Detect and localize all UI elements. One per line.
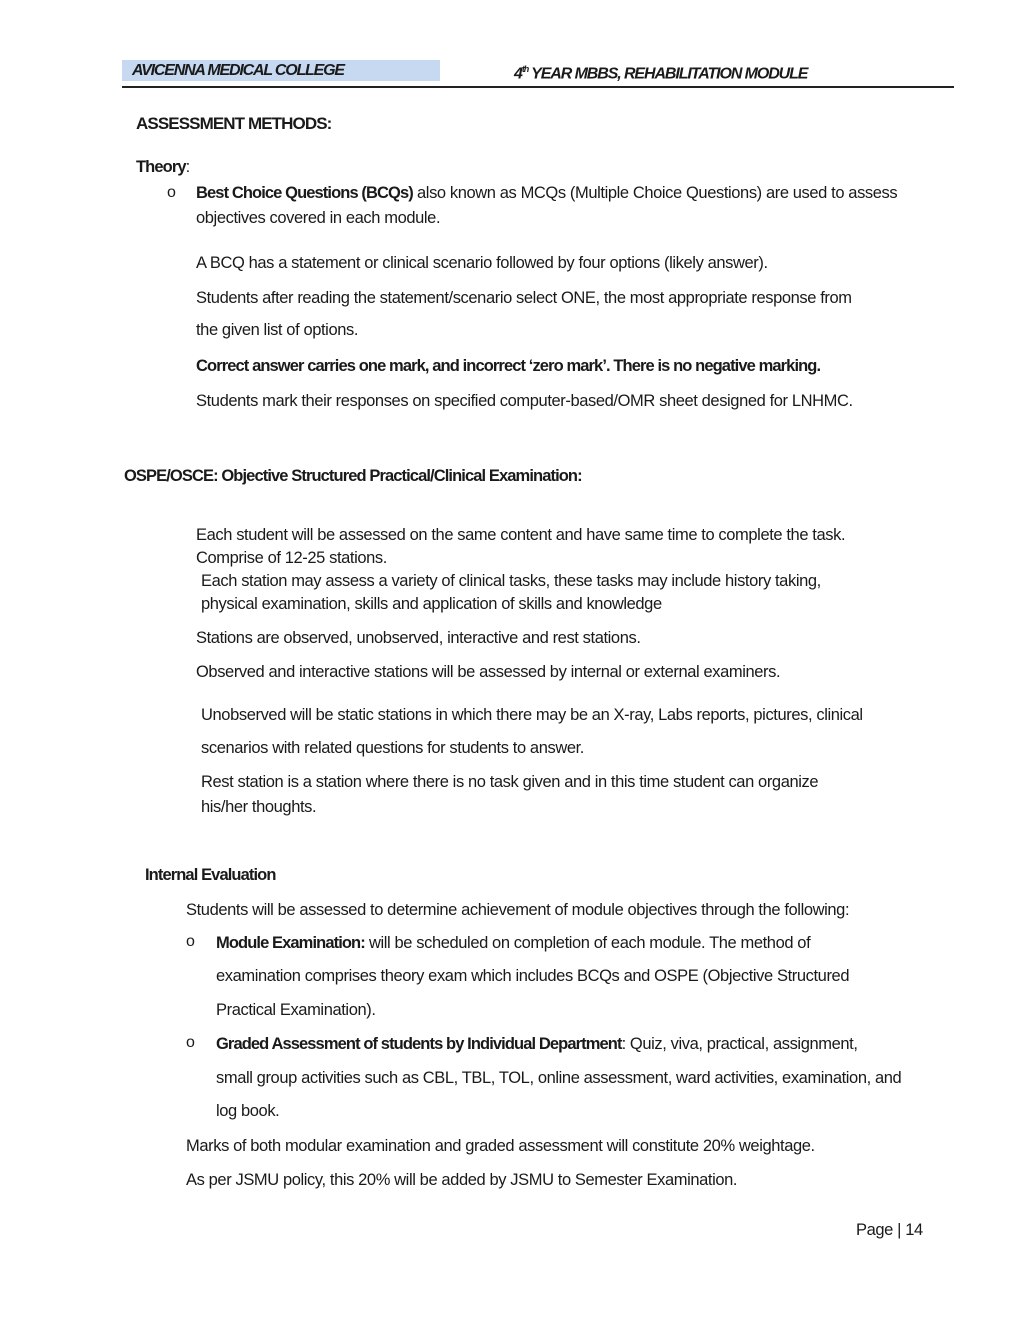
header-college-name: AVICENNA MEDICAL COLLEGE xyxy=(122,60,440,81)
module-exam-term: Module Examination: xyxy=(216,934,365,952)
bcq-selection-text-2: the given list of options. xyxy=(196,321,359,339)
module-exam-line-2: examination comprises theory exam which includes BCQs and OSPE (Objective Structured xyxy=(216,967,850,985)
theory-label: Theory xyxy=(136,158,186,176)
jsmu-policy-text: As per JSMU policy, this 20% will be added by JSMU to Semester Examination. xyxy=(186,1171,738,1189)
ospe-line: Rest station is a station where there is no task given and in this time student can organize xyxy=(201,773,819,791)
header-module-title xyxy=(514,59,807,84)
graded-assessment-line-1 xyxy=(216,1035,858,1054)
ospe-line: scenarios with related questions for students to answer. xyxy=(201,739,584,757)
ospe-line: Comprise of 12-25 stations. xyxy=(196,549,387,567)
header-divider xyxy=(122,86,954,88)
page-footer xyxy=(856,1221,923,1240)
graded-assessment-line-3: log book. xyxy=(216,1102,280,1120)
bcq-line-1 xyxy=(196,184,897,203)
header-year-suffix: th xyxy=(521,64,529,74)
ospe-line: physical examination, skills and application of skills and knowledge xyxy=(201,595,662,613)
ospe-line: Observed and interactive stations will be assessed by internal or external examiners. xyxy=(196,663,781,681)
bcq-term: Best Choice Questions (BCQs) xyxy=(196,184,413,202)
page-number: 14 xyxy=(905,1221,923,1239)
internal-intro-text: Students will be assessed to determine achievement of module objectives through the following: xyxy=(186,901,850,919)
marks-weightage-text: Marks of both modular examination and graded assessment will constitute 20% weightage. xyxy=(186,1137,815,1155)
bcq-selection-text-1: Students after reading the statement/scenario select ONE, the most appropriate response from xyxy=(196,289,852,307)
marking-rule-text: Correct answer carries one mark, and incorrect ‘zero mark’. There is no negative marking. xyxy=(196,357,821,375)
ospe-line: his/her thoughts. xyxy=(201,798,317,816)
graded-assessment-term: Graded Assessment of students by Individual Department xyxy=(216,1035,622,1053)
header-module-name: YEAR MBBS, REHABILITATION MODULE xyxy=(528,65,808,83)
module-exam-description: will be scheduled on completion of each module. The method of xyxy=(364,934,811,952)
bullet-marker: o xyxy=(186,1034,195,1051)
module-exam-line-1 xyxy=(216,934,810,953)
bcq-line-2: objectives covered in each module. xyxy=(196,209,441,227)
bullet-marker: o xyxy=(186,933,195,950)
graded-assessment-description: : Quiz, viva, practical, assignment, xyxy=(621,1035,858,1053)
theory-heading xyxy=(136,158,190,177)
graded-assessment-line-2: small group activities such as CBL, TBL, TOL, online assessment, ward activities, examination, and xyxy=(216,1069,902,1087)
ospe-line: Stations are observed, unobserved, interactive and rest stations. xyxy=(196,629,641,647)
bcq-description: also known as MCQs (Multiple Choice Questions) are used to assess xyxy=(412,184,898,202)
ospe-line: Unobserved will be static stations in which there may be an X-ray, Labs reports, pictures, clinical xyxy=(201,706,863,724)
bcq-statement-text: A BCQ has a statement or clinical scenario followed by four options (likely answer). xyxy=(196,254,768,272)
internal-evaluation-heading: Internal Evaluation xyxy=(145,866,276,884)
ospe-heading: OSPE/OSCE: Objective Structured Practical/Clinical Examination: xyxy=(124,467,582,485)
page-label: Page | xyxy=(856,1221,906,1239)
assessment-heading: ASSESSMENT METHODS: xyxy=(136,114,332,133)
bullet-marker: o xyxy=(167,184,176,201)
omr-sheet-text: Students mark their responses on specified computer-based/OMR sheet designed for LNHMC. xyxy=(196,392,853,410)
theory-colon: : xyxy=(185,158,190,176)
header-year-number: 4 xyxy=(514,65,522,83)
ospe-line: Each station may assess a variety of clinical tasks, these tasks may include history taking, xyxy=(201,572,821,590)
ospe-line: Each student will be assessed on the same content and have same time to complete the task. xyxy=(196,526,846,544)
module-exam-line-3: Practical Examination). xyxy=(216,1001,376,1019)
